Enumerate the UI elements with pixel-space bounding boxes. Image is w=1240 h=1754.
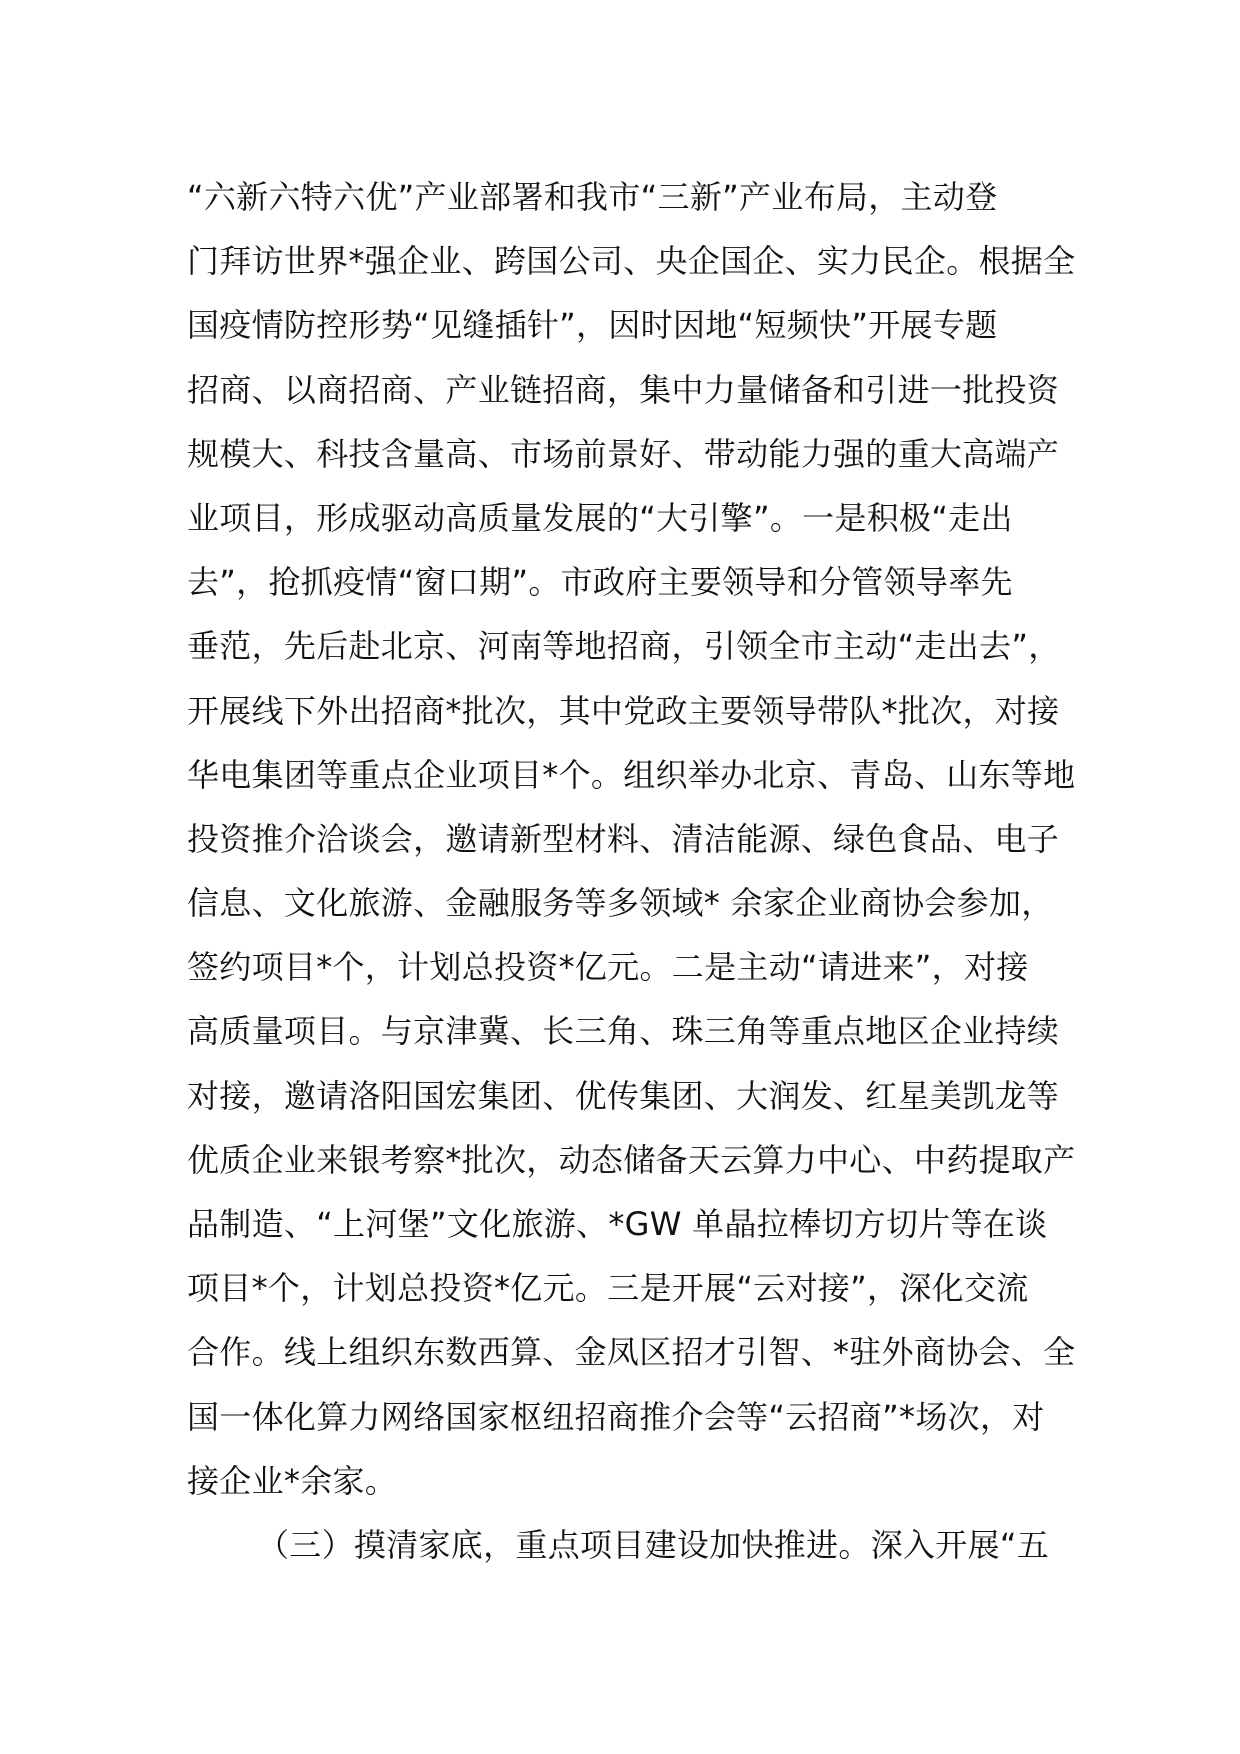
text-line: 合作。线上组织东数西算、金凤区招才引智、*驻外商协会、全 <box>187 1333 1076 1372</box>
text-line: 业项目，形成驱动高质量发展的“大引擎”。一是积极“走出 <box>187 498 1013 537</box>
body-text <box>187 165 1087 1577</box>
text-line: 签约项目*个，计划总投资*亿元。二是主动“请进来”，对接 <box>187 948 1029 987</box>
text-line: 招商、以商招商、产业链招商，集中力量储备和引进一批投资 <box>187 370 1060 409</box>
text-line: 国疫情防控形势“见缝插针”，因时因地“短频快”开展专题 <box>187 306 998 345</box>
text-line: 接企业*余家。 <box>187 1461 398 1500</box>
text-line: 优质企业来银考察*批次，动态储备天云算力中心、中药提取产 <box>187 1140 1076 1179</box>
text-line: 规模大、科技含量高、市场前景好、带动能力强的重大高端产 <box>187 434 1060 473</box>
text-line: 投资推介洽谈会，邀请新型材料、清洁能源、绿色食品、电子 <box>187 819 1060 858</box>
text-line: 开展线下外出招商*批次，其中党政主要领导带队*批次，对接 <box>187 691 1060 730</box>
text-line: 信息、文化旅游、金融服务等多领域* 余家企业商协会参加， <box>187 884 1054 923</box>
text-line: 国一体化算力网络国家枢纽招商推介会等“云招商”*场次，对 <box>187 1397 1045 1436</box>
section-heading-line: （三）摸清家底，重点项目建设加快推进。深入开展“五 <box>257 1525 1050 1564</box>
text-line: 对接，邀请洛阳国宏集团、优传集团、大润发、红星美凯龙等 <box>187 1076 1060 1115</box>
text-line: 去”，抢抓疫情“窗口期”。市政府主要领导和分管领导率先 <box>187 563 1013 602</box>
text-line: 门拜访世界*强企业、跨国公司、央企国企、实力民企。根据全 <box>187 242 1076 281</box>
text-line: 华电集团等重点企业项目*个。组织举办北京、青岛、山东等地 <box>187 755 1076 794</box>
text-line: “六新六特六优”产业部署和我市“三新”产业布局，主动登 <box>187 178 998 216</box>
text-line: 项目*个，计划总投资*亿元。三是开展“云对接”，深化交流 <box>187 1269 1029 1308</box>
text-line: 品制造、“上河堡”文化旅游、*GW 单晶拉棒切方切片等在谈 <box>187 1205 1048 1243</box>
text-line: 垂范，先后赴北京、河南等地招商，引领全市主动“走出去”， <box>187 627 1061 666</box>
text-line: 高质量项目。与京津冀、长三角、珠三角等重点地区企业持续 <box>187 1012 1060 1051</box>
